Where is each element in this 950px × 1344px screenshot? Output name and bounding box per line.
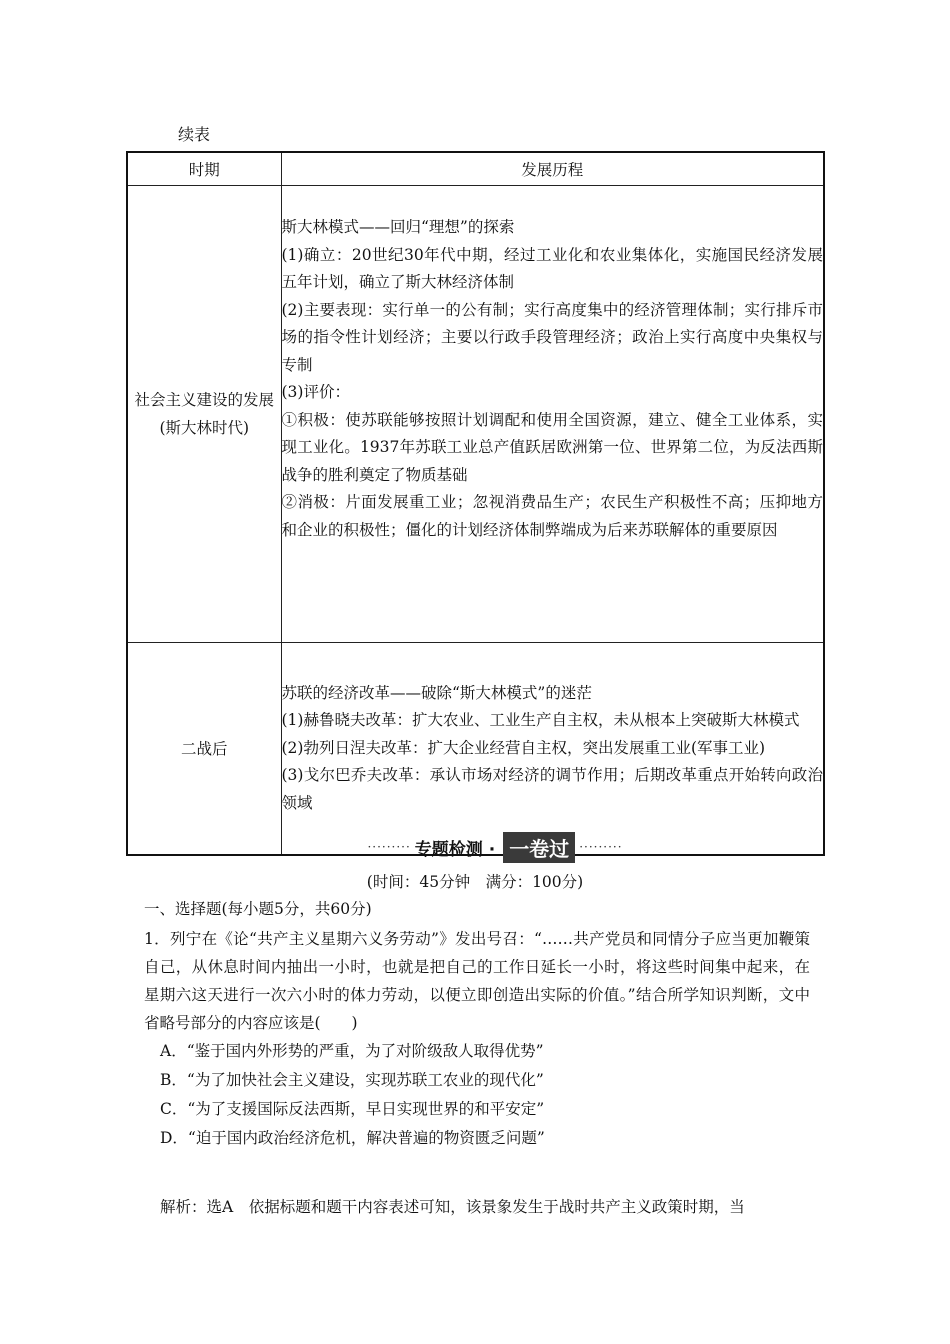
banner-box: 一卷过: [503, 832, 575, 863]
banner-dots-right: ·········: [579, 840, 623, 854]
time-score-line: (时间：45分钟 满分：100分): [366, 873, 584, 891]
content-line: (2)勃列日涅夫改革：扩大企业经营自主权，突出发展重工业(军事工业): [281, 738, 766, 757]
option-d: D．“迫于国内政治经济危机，解决普遍的物资匮乏问题”: [160, 1129, 545, 1147]
options-list: [160, 1037, 810, 1153]
content-cell: [281, 643, 824, 856]
content-line: (3)戈尔巴乔夫改革：承认市场对经济的调节作用；后期改革重点开始转向政治领域: [281, 766, 823, 812]
content-line: 苏联的经济改革——破除“斯大林模式”的迷茫: [281, 683, 592, 702]
question-1: [144, 925, 810, 1153]
continued-label: 续表: [178, 125, 211, 144]
content-line: 斯大林模式——回归“理想”的探索: [281, 218, 515, 236]
period-cell: 社会主义建设的发展(斯大林时代): [127, 186, 281, 643]
table-row: [127, 643, 824, 856]
period-cell: 二战后: [127, 643, 281, 856]
option-a: A．“鉴于国内外形势的严重，为了对阶级敌人取得优势”: [160, 1042, 544, 1060]
content-cell: [281, 186, 824, 643]
option-c: C．“为了支援国际反法西斯，早日实现世界的和平安定”: [160, 1100, 545, 1118]
header-period: 时期: [127, 152, 281, 186]
content-line: (1)赫鲁晓夫改革：扩大农业、工业生产自主权，未从根本上突破斯大林模式: [281, 711, 800, 730]
option-b: B．“为了加快社会主义建设，实现苏联工农业的现代化”: [160, 1071, 544, 1089]
table-header-row: [127, 152, 824, 186]
content-line: ②消极：片面发展重工业；忽视消费品生产；农民生产积极性不高；压抑地方和企业的积极性；僵化的计划经济体制弊端成为后来苏联解体的重要原因: [281, 493, 823, 539]
history-table: [126, 151, 825, 856]
banner-title: 专题检测 ·: [414, 839, 496, 860]
content-line: (1)确立：20世纪30年代中期，经过工业化和农业集体化，实施国民经济发展五年计划，确立了斯大林经济体制: [281, 245, 823, 291]
banner-dots-left: ·········: [367, 840, 411, 854]
table-row: [127, 186, 824, 643]
header-history: 发展历程: [281, 152, 824, 186]
question-text: 1．列宁在《论“共产主义星期六义务劳动”》发出号召：“……共产党员和同情分子应当更加鞭策自己，从休息时间内抽出一小时，也就是把自己的工作日延长一小时，将这些时间集中起来，在星期六这天进行一次六小时的体力劳动，以便立即创造出实际的价值。”结合所学知识判断，文中省略号部分的内容应该是( ): [144, 930, 810, 1032]
content-line: (3)评价：: [281, 383, 350, 401]
analysis-text: 解析：选A 依据标题和题干内容表述可知，该景象发生于战时共产主义政策时期，当: [160, 1198, 745, 1216]
content-line: (2)主要表现：实行单一的公有制；实行高度集中的经济管理体制；实行排斥市场的指令性计划经济；主要以行政手段管理经济；政治上实行高度中央集权与专制: [281, 300, 823, 374]
content-line: ①积极：使苏联能够按照计划调配和使用全国资源，建立、健全工业体系，实现工业化。1937年苏联工业总产值跃居欧洲第一位、世界第二位，为反法西斯战争的胜利奠定了物质基础: [281, 410, 823, 484]
section-heading: 一、选择题(每小题5分，共60分): [144, 900, 372, 918]
section-banner: [330, 830, 660, 864]
